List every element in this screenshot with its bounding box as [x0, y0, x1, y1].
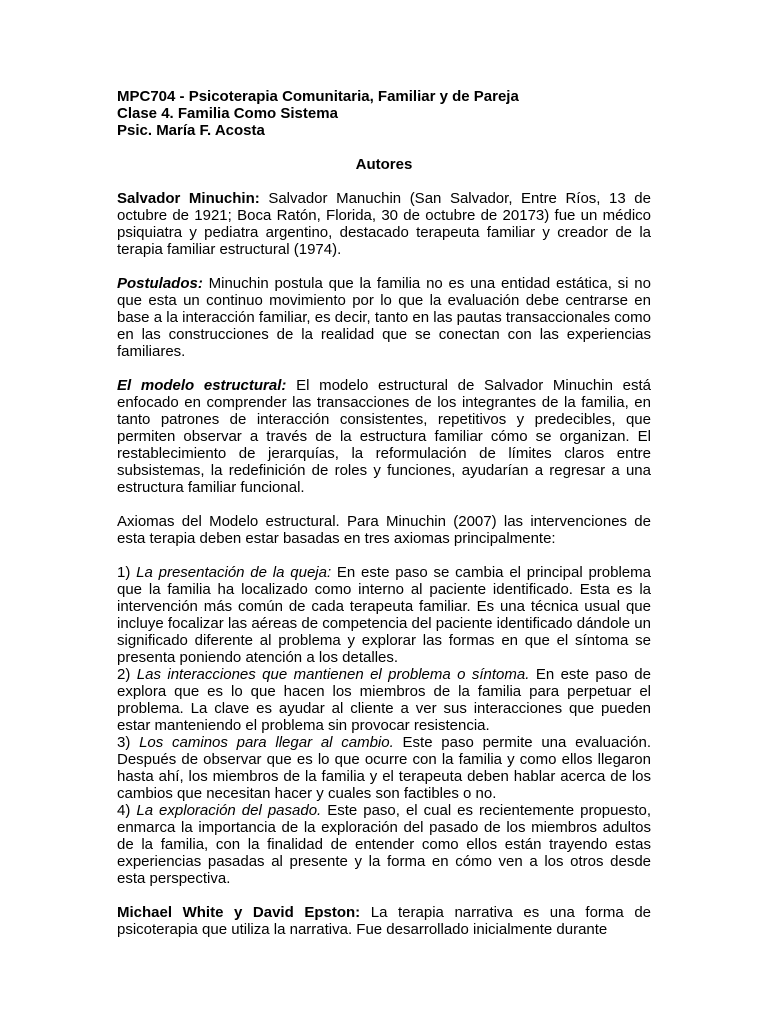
axioma-text: En este paso se cambia el principal problema que la familia ha localizado como interno al paciente identificado. Esta es la intervención más común de cada terapeuta familiar. Es una técnica usual que incluye focalizar las aéreas de competencia del paciente identificado dándole un significado diferente al problema y explorar las formas en que el síntoma se presenta poniendo atención a los detalles. [117, 564, 651, 666]
axioma-item [117, 802, 651, 887]
postulados-text: Minuchin postula que la familia no es una entidad estática, si no que esta un continuo movimiento por lo que la evaluación debe centrarse en base a la interacción familiar, es decir, tanto en las pautas transaccionales como en las construcciones de la realidad que se conectan con las experiencias familiares. [117, 275, 651, 360]
minuchin-paragraph [117, 190, 651, 258]
axioma-number: 1) [117, 564, 137, 581]
white-epston-paragraph [117, 904, 651, 938]
axioma-item [117, 564, 651, 666]
minuchin-text: Salvador Manuchin (San Salvador, Entre Ríos, 13 de octubre de 1921; Boca Ratón, Florida, 30 de octubre de 20173) fue un médico psiquiatra y pediatra argentino, destacado terapeuta familiar y creador de la terapia familiar estructural (1974). [117, 190, 651, 258]
axioma-text: En este paso de explora que es lo que hacen los miembros de la familia para perpetuar el problema. La clave es ayudar al cliente a ver sus interacciones que pueden estar manteniendo el problema sin provocar resistencia. [117, 666, 651, 734]
white-epston-text: La terapia narrativa es una forma de psicoterapia que utiliza la narrativa. Fue desarrollado inicialmente durante [117, 904, 652, 938]
axiomas-intro: Axiomas del Modelo estructural. Para Minuchin (2007) las intervenciones de esta terapia deben estar basadas en tres axiomas principalmente: [117, 513, 651, 547]
minuchin-name: Salvador Minuchin: [117, 190, 260, 207]
document-body [117, 88, 651, 938]
axioma-number: 4) [117, 802, 137, 819]
postulados-paragraph [117, 275, 651, 360]
axioma-title: La presentación de la queja: [136, 564, 332, 581]
axiomas-list [117, 564, 651, 887]
modelo-text: El modelo estructural de Salvador Minuchin está enfocado en comprender las transacciones de los integrantes de la familia, en tanto patrones de interacción consistentes, repetitivos y predecibles, que permiten observar a través de la estructura familiar cómo se organizan. El restablecimiento de jerarquías, la reformulación de límites claros entre subsistemas, la redefinición de roles y funciones, ayudarían a regresar a una estructura familiar funcional. [117, 377, 651, 496]
modelo-paragraph [117, 377, 651, 496]
axioma-title: Las interacciones que mantienen el problema o síntoma. [136, 666, 530, 683]
axioma-text: Este paso, el cual es recientemente propuesto, enmarca la importancia de la exploración del pasado de los miembros adultos de la familia, con la finalidad de entender como ellos están trayendo estas experiencias pasadas al presente y la forma en cómo ven a los otros desde esta perspectiva. [117, 802, 651, 887]
axioma-title: La exploración del pasado. [136, 802, 322, 819]
white-epston-name: Michael White y David Epston: [117, 904, 361, 921]
modelo-label: El modelo estructural: [117, 377, 287, 394]
axioma-number: 2) [117, 666, 137, 683]
section-title: Autores [355, 156, 413, 173]
axioma-number: 3) [117, 734, 140, 751]
axioma-item [117, 734, 651, 802]
axioma-item [117, 666, 651, 734]
course-title: MPC704 - Psicoterapia Comunitaria, Familiar y de Pareja [117, 88, 519, 105]
professor-name: Psic. María F. Acosta [117, 122, 265, 139]
axioma-text: Este paso permite una evaluación. Después de observar que es lo que ocurre con la familia y como ellos llegaron hasta ahí, los miembros de la familia y el terapeuta deben hablar acerca de los cambios que necesitan hacer y cuales son factibles o no. [117, 734, 651, 802]
axioma-title: Los caminos para llegar al cambio. [139, 734, 394, 751]
postulados-label: Postulados: [117, 275, 203, 292]
class-title: Clase 4. Familia Como Sistema [117, 105, 338, 122]
